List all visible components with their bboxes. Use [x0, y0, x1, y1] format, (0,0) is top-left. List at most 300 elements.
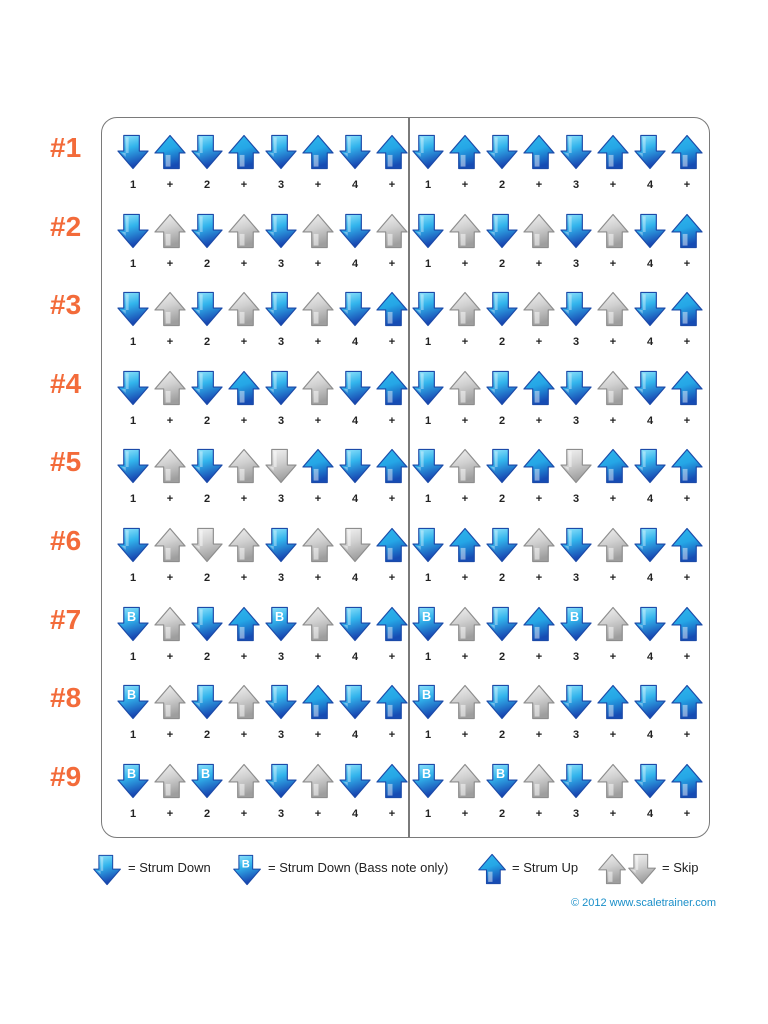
skip-up-icon	[597, 852, 628, 886]
strum-up-icon	[375, 290, 410, 328]
bass-letter: B	[200, 766, 211, 781]
skip-up-icon	[227, 762, 262, 800]
strum-down-icon	[411, 369, 446, 407]
beat-count: +	[388, 414, 396, 427]
strum-up-icon	[670, 683, 705, 721]
strum-up-icon	[522, 605, 557, 643]
beat-count: 2	[203, 257, 211, 270]
beat-count: +	[240, 572, 248, 584]
strum-up-icon	[301, 683, 336, 721]
strum-up-icon	[375, 683, 410, 721]
strum-down-icon	[559, 369, 594, 407]
beat-count: +	[535, 572, 543, 584]
beat-count: +	[683, 729, 691, 742]
beat-count: +	[240, 179, 248, 191]
strum-up-icon	[375, 526, 410, 564]
strum-up-icon	[670, 447, 705, 485]
beat-count: +	[314, 572, 322, 584]
beat-count: 4	[646, 572, 654, 584]
pattern-label: #4	[50, 367, 82, 399]
skip-up-icon	[448, 762, 483, 800]
beat-count: +	[535, 729, 543, 742]
beat-count: 1	[424, 572, 432, 584]
beat-count: +	[166, 257, 174, 270]
beat-count: 2	[203, 729, 211, 742]
beat-count: +	[609, 493, 617, 506]
beat-count: +	[609, 650, 617, 663]
strum-down-icon	[338, 212, 373, 250]
pattern-label: #5	[50, 446, 82, 478]
skip-up-icon	[153, 369, 188, 407]
skip-up-icon	[596, 526, 631, 564]
strum-up-icon	[153, 133, 188, 171]
beat-count: +	[683, 572, 691, 584]
strum-down-icon	[411, 290, 446, 328]
strum-up-icon	[522, 369, 557, 407]
beat-count: +	[535, 650, 543, 663]
beat-count: 3	[277, 729, 285, 742]
strum-down-icon	[338, 762, 373, 800]
beat-count: 3	[572, 257, 580, 270]
beat-count: 1	[424, 807, 432, 820]
beat-count: 4	[646, 729, 654, 742]
beat-count: +	[388, 807, 396, 820]
beat-count: +	[683, 257, 691, 270]
beat-count: 2	[498, 179, 506, 191]
beat-count: +	[166, 729, 174, 742]
strum-down-bass-icon	[190, 762, 225, 800]
beat-count: 1	[424, 493, 432, 506]
strum-up-icon	[670, 762, 705, 800]
beat-count: +	[461, 336, 469, 349]
beat-count: 1	[424, 414, 432, 427]
beat-count: 3	[277, 493, 285, 506]
skip-up-icon	[153, 447, 188, 485]
strum-down-icon	[485, 447, 520, 485]
beat-count: 3	[572, 179, 580, 191]
strum-down-bass-icon	[411, 762, 446, 800]
strum-down-icon	[116, 526, 151, 564]
strum-down-icon	[559, 526, 594, 564]
skip-up-icon	[301, 762, 336, 800]
beat-count: +	[388, 729, 396, 742]
beat-count: +	[240, 493, 248, 506]
bass-letter: B	[274, 609, 285, 624]
beat-count: 1	[129, 336, 137, 349]
beat-count: 2	[203, 414, 211, 427]
beat-count: 2	[498, 414, 506, 427]
beat-count: 1	[424, 650, 432, 663]
strum-down-bass-icon	[116, 762, 151, 800]
strum-down-icon	[116, 290, 151, 328]
skip-up-icon	[448, 683, 483, 721]
beat-count: +	[388, 650, 396, 663]
bass-letter: B	[495, 766, 506, 781]
strum-down-icon	[633, 290, 668, 328]
beat-count: 2	[203, 650, 211, 663]
beat-count: +	[683, 807, 691, 820]
bass-letter: B	[421, 688, 432, 703]
beat-count: 4	[646, 257, 654, 270]
beat-count: +	[461, 414, 469, 427]
beat-count: +	[535, 336, 543, 349]
beat-count: 3	[572, 493, 580, 506]
strum-down-icon	[559, 762, 594, 800]
strum-down-icon	[633, 212, 668, 250]
skip-up-icon	[301, 526, 336, 564]
strum-down-icon	[190, 369, 225, 407]
strum-up-icon	[670, 369, 705, 407]
strum-down-icon	[559, 133, 594, 171]
strum-down-bass-icon	[116, 605, 151, 643]
beat-count: 1	[129, 493, 137, 506]
beat-count: 3	[572, 336, 580, 349]
beat-count: 3	[277, 336, 285, 349]
beat-count: 1	[424, 729, 432, 742]
strum-down-icon	[633, 605, 668, 643]
strum-down-icon	[264, 683, 299, 721]
pattern-label: #3	[50, 289, 82, 321]
beat-count: 1	[129, 414, 137, 427]
skip-up-icon	[301, 605, 336, 643]
strum-down-icon	[338, 605, 373, 643]
beat-count: 4	[646, 414, 654, 427]
strum-up-icon	[670, 526, 705, 564]
skip-up-icon	[227, 683, 262, 721]
skip-up-icon	[448, 212, 483, 250]
beat-count: 2	[498, 572, 506, 584]
skip-up-icon	[522, 762, 557, 800]
beat-count: 3	[277, 257, 285, 270]
beat-count: 4	[351, 414, 359, 427]
beat-count: +	[609, 179, 617, 191]
skip-up-icon	[153, 212, 188, 250]
strum-down-bass-icon	[232, 853, 263, 887]
skip-up-icon	[301, 212, 336, 250]
beat-count: +	[535, 807, 543, 820]
strum-down-icon	[264, 762, 299, 800]
strum-up-icon	[670, 212, 705, 250]
bass-letter: B	[569, 609, 580, 624]
strum-up-icon	[301, 133, 336, 171]
beat-count: 4	[646, 336, 654, 349]
skip-up-icon	[522, 212, 557, 250]
strum-down-icon	[190, 212, 225, 250]
beat-count: +	[388, 179, 396, 191]
beat-count: 1	[129, 650, 137, 663]
strum-down-icon	[264, 212, 299, 250]
beat-count: 3	[277, 572, 285, 584]
skip-down-icon	[627, 852, 658, 886]
beat-count: +	[461, 807, 469, 820]
beat-count: 1	[129, 257, 137, 270]
skip-up-icon	[301, 369, 336, 407]
beat-count: +	[240, 729, 248, 742]
strum-up-icon	[375, 762, 410, 800]
strum-down-icon	[264, 369, 299, 407]
strum-up-icon	[227, 133, 262, 171]
beat-count: +	[314, 807, 322, 820]
strum-up-icon	[375, 605, 410, 643]
beat-count: 1	[129, 572, 137, 584]
beat-count: 2	[203, 179, 211, 191]
strum-up-icon	[670, 605, 705, 643]
pattern-label: #1	[50, 132, 82, 163]
beat-count: 2	[203, 572, 211, 584]
strum-down-bass-icon	[116, 683, 151, 721]
strum-down-icon	[338, 290, 373, 328]
pattern-label: #9	[50, 760, 82, 792]
beat-count: 1	[129, 179, 137, 191]
beat-count: +	[240, 336, 248, 349]
beat-count: 2	[203, 336, 211, 349]
beat-count: +	[240, 414, 248, 427]
strum-down-icon	[338, 369, 373, 407]
beat-count: +	[609, 807, 617, 820]
bass-letter: B	[241, 858, 250, 871]
beat-count: 1	[129, 807, 137, 820]
beat-count: +	[314, 179, 322, 191]
beat-count: 1	[129, 729, 137, 742]
beat-count: +	[535, 493, 543, 506]
beat-count: +	[683, 493, 691, 506]
strum-down-icon	[485, 212, 520, 250]
strum-up-icon	[522, 133, 557, 171]
beat-count: +	[166, 336, 174, 349]
beat-count: +	[388, 336, 396, 349]
skip-up-icon	[227, 212, 262, 250]
strum-up-icon	[227, 369, 262, 407]
skip-up-icon	[596, 369, 631, 407]
beat-count: 2	[498, 807, 506, 820]
beat-count: +	[609, 729, 617, 742]
strum-down-icon	[485, 605, 520, 643]
beat-count: +	[683, 414, 691, 427]
beat-count: +	[609, 257, 617, 270]
skip-up-icon	[448, 369, 483, 407]
strum-down-icon	[411, 447, 446, 485]
beat-count: 4	[646, 493, 654, 506]
beat-count: 2	[203, 493, 211, 506]
beat-count: 2	[498, 257, 506, 270]
beat-count: 3	[277, 807, 285, 820]
strum-down-icon	[338, 683, 373, 721]
strum-down-icon	[116, 369, 151, 407]
strum-down-icon	[116, 212, 151, 250]
strum-down-icon	[411, 212, 446, 250]
pattern-label: #7	[50, 603, 82, 635]
skip-down-icon	[559, 447, 594, 485]
beat-count: +	[683, 336, 691, 349]
strum-down-bass-icon	[411, 605, 446, 643]
strum-up-icon	[375, 447, 410, 485]
strum-down-icon	[485, 290, 520, 328]
bass-letter: B	[126, 688, 137, 703]
strum-down-icon	[485, 683, 520, 721]
skip-up-icon	[227, 447, 262, 485]
beat-count: +	[461, 729, 469, 742]
skip-up-icon	[301, 290, 336, 328]
beat-count: +	[166, 572, 174, 584]
strum-up-icon	[227, 605, 262, 643]
beat-count: 4	[351, 493, 359, 506]
beat-count: +	[314, 729, 322, 742]
legend-strum-up-label: = Strum Up	[512, 860, 579, 875]
beat-count: +	[388, 493, 396, 506]
strum-up-icon	[477, 852, 508, 886]
beat-count: 1	[424, 179, 432, 191]
skip-up-icon	[522, 526, 557, 564]
bass-letter: B	[126, 609, 137, 624]
skip-down-icon	[338, 526, 373, 564]
beat-count: +	[166, 414, 174, 427]
beat-count: 3	[277, 650, 285, 663]
strum-down-icon	[559, 212, 594, 250]
beat-count: +	[166, 807, 174, 820]
bass-letter: B	[126, 766, 137, 781]
strum-down-icon	[190, 290, 225, 328]
beat-count: +	[240, 807, 248, 820]
skip-up-icon	[596, 762, 631, 800]
beat-count: 3	[277, 414, 285, 427]
strum-down-icon	[633, 447, 668, 485]
beat-count: 3	[572, 729, 580, 742]
skip-up-icon	[153, 605, 188, 643]
strum-down-bass-icon	[264, 605, 299, 643]
skip-up-icon	[153, 526, 188, 564]
beat-count: 4	[351, 729, 359, 742]
beat-count: +	[166, 493, 174, 506]
beat-count: +	[535, 179, 543, 191]
beat-count: +	[609, 572, 617, 584]
strum-up-icon	[596, 133, 631, 171]
strum-up-icon	[375, 133, 410, 171]
beat-count: 4	[351, 572, 359, 584]
strum-down-icon	[485, 369, 520, 407]
beat-count: +	[388, 257, 396, 270]
strum-down-icon	[264, 526, 299, 564]
strum-down-icon	[633, 762, 668, 800]
beat-count: +	[388, 572, 396, 584]
beat-count: +	[461, 493, 469, 506]
strum-up-icon	[448, 526, 483, 564]
beat-count: 4	[351, 257, 359, 270]
strum-up-icon	[596, 447, 631, 485]
skip-up-icon	[227, 526, 262, 564]
beat-count: 2	[203, 807, 211, 820]
strum-down-icon	[485, 133, 520, 171]
strum-down-icon	[190, 133, 225, 171]
strum-down-bass-icon	[559, 605, 594, 643]
legend-strum-down-label: = Strum Down	[128, 860, 211, 875]
strum-down-icon	[338, 133, 373, 171]
beat-count: +	[240, 257, 248, 270]
skip-up-icon	[448, 290, 483, 328]
skip-up-icon	[596, 290, 631, 328]
legend-skip-label: = Skip	[662, 860, 699, 875]
beat-count: 2	[498, 729, 506, 742]
skip-down-icon	[190, 526, 225, 564]
beat-count: +	[461, 650, 469, 663]
skip-up-icon	[375, 212, 410, 250]
beat-count: 4	[646, 650, 654, 663]
beat-count: 1	[424, 336, 432, 349]
beat-count: +	[314, 336, 322, 349]
beat-count: 2	[498, 336, 506, 349]
beat-count: +	[240, 650, 248, 663]
skip-up-icon	[448, 605, 483, 643]
bass-letter: B	[421, 609, 432, 624]
beat-count: +	[535, 257, 543, 270]
legend-strum-down-bass-label: = Strum Down (Bass note only)	[268, 860, 449, 875]
strum-up-icon	[448, 133, 483, 171]
beat-count: +	[166, 179, 174, 191]
strum-down-icon	[264, 290, 299, 328]
strum-down-icon	[411, 133, 446, 171]
beat-count: +	[535, 414, 543, 427]
strum-down-icon	[190, 683, 225, 721]
strum-down-icon	[559, 290, 594, 328]
beat-count: +	[461, 572, 469, 584]
skip-up-icon	[227, 290, 262, 328]
strum-down-icon	[633, 683, 668, 721]
strum-down-icon	[559, 683, 594, 721]
skip-up-icon	[153, 762, 188, 800]
beat-count: +	[461, 257, 469, 270]
pattern-label: #8	[50, 682, 82, 714]
strum-down-icon	[411, 526, 446, 564]
beat-count: 3	[572, 414, 580, 427]
beat-count: 3	[277, 179, 285, 191]
beat-count: 4	[351, 336, 359, 349]
beat-count: 2	[498, 493, 506, 506]
strum-up-icon	[670, 290, 705, 328]
beat-count: +	[461, 179, 469, 191]
beat-count: 3	[572, 572, 580, 584]
beat-count: 4	[351, 650, 359, 663]
beat-count: 4	[646, 179, 654, 191]
strum-down-icon	[116, 133, 151, 171]
strum-down-icon	[190, 605, 225, 643]
skip-up-icon	[596, 605, 631, 643]
strum-down-icon	[633, 526, 668, 564]
beat-count: 4	[351, 807, 359, 820]
beat-count: 4	[646, 807, 654, 820]
strum-down-icon	[338, 447, 373, 485]
strum-up-icon	[670, 133, 705, 171]
skip-up-icon	[448, 447, 483, 485]
skip-up-icon	[153, 290, 188, 328]
strum-up-icon	[301, 447, 336, 485]
copyright-text: © 2012 www.scaletrainer.com	[570, 897, 716, 909]
beat-count: 4	[351, 179, 359, 191]
skip-up-icon	[153, 683, 188, 721]
strum-down-icon	[116, 447, 151, 485]
strum-up-icon	[596, 683, 631, 721]
beat-count: +	[166, 650, 174, 663]
strum-down-icon	[92, 853, 123, 887]
pattern-label: #2	[50, 210, 82, 242]
skip-up-icon	[522, 290, 557, 328]
strum-down-icon	[633, 133, 668, 171]
strum-down-icon	[633, 369, 668, 407]
skip-up-icon	[596, 212, 631, 250]
strum-down-icon	[264, 133, 299, 171]
beat-count: +	[314, 257, 322, 270]
beat-count: +	[609, 414, 617, 427]
beat-count: 3	[572, 807, 580, 820]
bass-letter: B	[421, 766, 432, 781]
